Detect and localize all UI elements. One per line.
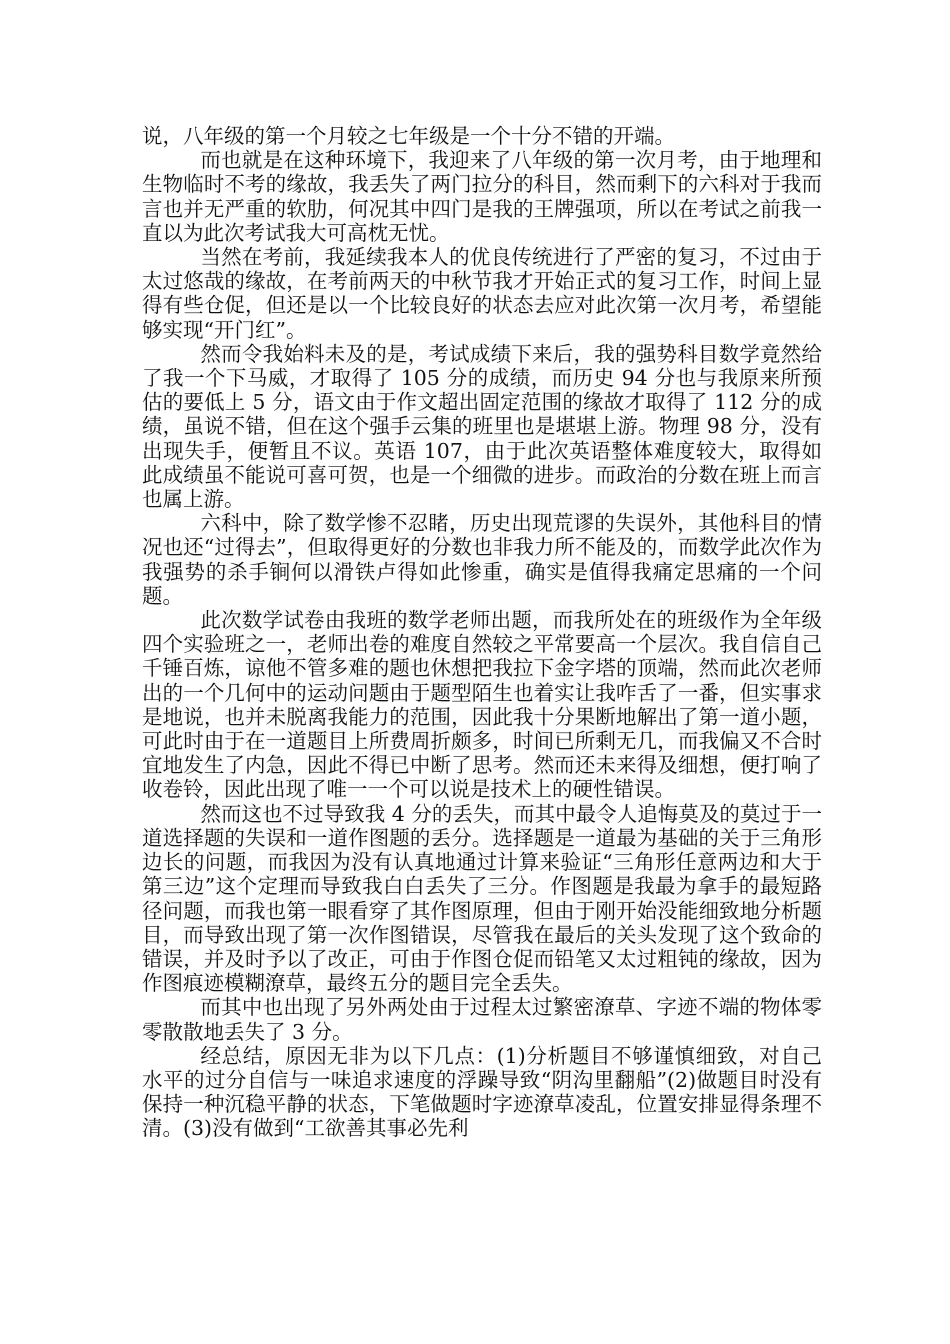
paragraph-8: 而其中也出现了另外两处由于过程太过繁密潦草、字迹不端的物体零零散散地丢失了 3 分。	[142, 995, 822, 1044]
paragraph-6: 此次数学试卷由我班的数学老师出题，而我所处在的班级作为全年级四个实验班之一，老师出卷的难度自然较之平常要高一个层次。我自信自己千锤百炼，谅他不管多难的题也休想把我拉下金字塔的顶端，然而此次老师出的一个几何中的运动问题由于题型陌生也着实让我咋舌了一番，但实事求是地说，也并未脱离我能力的范围，因此我十分果断地解出了第一道小题，可此时由于在一道题目上所费周折颇多，时间已所剩无几，而我偏又不合时宜地发生了内急，因此不得已中断了思考。然而还未来得及细想，便打响了收卷铃，因此出现了唯一一个可以说是技术上的硬性错误。	[142, 608, 822, 802]
document-page	[142, 124, 822, 1141]
paragraph-2: 而也就是在这种环境下，我迎来了八年级的第一次月考，由于地理和生物临时不考的缘故，我丢失了两门拉分的科目，然而剩下的六科对于我而言也并无严重的软肋，何况其中四门是我的王牌强项，所以在考试之前我一直以为此次考试我大可高枕无忧。	[142, 148, 822, 245]
paragraph-9: 经总结，原因无非为以下几点：(1)分析题目不够谨慎细致，对自己水平的过分自信与一味追求速度的浮躁导致“阴沟里翻船”(2)做题目时没有保持一种沉稳平静的状态，下笔做题时字迹潦草凌乱，位置安排显得条理不清。(3)没有做到“工欲善其事必先利	[142, 1043, 822, 1141]
paragraph-4: 然而令我始料未及的是，考试成绩下来后，我的强势科目数学竟然给了我一个下马威，才取得了 105 分的成绩，而历史 94 分也与我原来所预估的要低上 5 分，语文由于作文超出固定范围的缘故才取得了 112 分的成绩，虽说不错，但在这个强手云集的班里也是堪堪上游。物理 98 分，没有出现失手，便暂且不议。英语 107，由于此次英语整体难度较大，取得如此成绩虽不能说可喜可贺，也是一个细微的进步。而政治的分数在班上而言也属上游。	[142, 341, 822, 512]
paragraph-3: 当然在考前，我延续我本人的优良传统进行了严密的复习，不过由于太过悠哉的缘故，在考前两天的中秋节我才开始正式的复习工作，时间上显得有些仓促，但还是以一个比较良好的状态去应对此次第一次月考，希望能够实现“开门红”。	[142, 245, 822, 342]
paragraph-7: 然而这也不过导致我 4 分的丢失，而其中最令人追悔莫及的莫过于一道选择题的失误和一道作图题的丢分。选择题是一道最为基础的关于三角形边长的问题，而我因为没有认真地通过计算来验证“三角形任意两边和大于第三边”这个定理而导致我白白丢失了三分。作图题是我最为拿手的最短路径问题，而我也第一眼看穿了其作图原理，但由于刚开始没能细致地分析题目，而导致出现了第一次作图错误，尽管我在最后的关头发现了这个致命的错误，并及时予以了改正，可由于作图仓促而铅笔又太过粗钝的缘故，因为作图痕迹模糊潦草，最终五分的题目完全丢失。	[142, 801, 822, 996]
paragraph-1: 说，八年级的第一个月较之七年级是一个十分不错的开端。	[142, 124, 675, 148]
paragraph-5: 六科中，除了数学惨不忍睹，历史出现荒谬的失误外，其他科目的情况也还“过得去”，但取得更好的分数也非我力所不能及的，而数学此次作为我强势的杀手锏何以滑铁卢得如此惨重，确实是值得我痛定思痛的一个问题。	[142, 511, 822, 608]
